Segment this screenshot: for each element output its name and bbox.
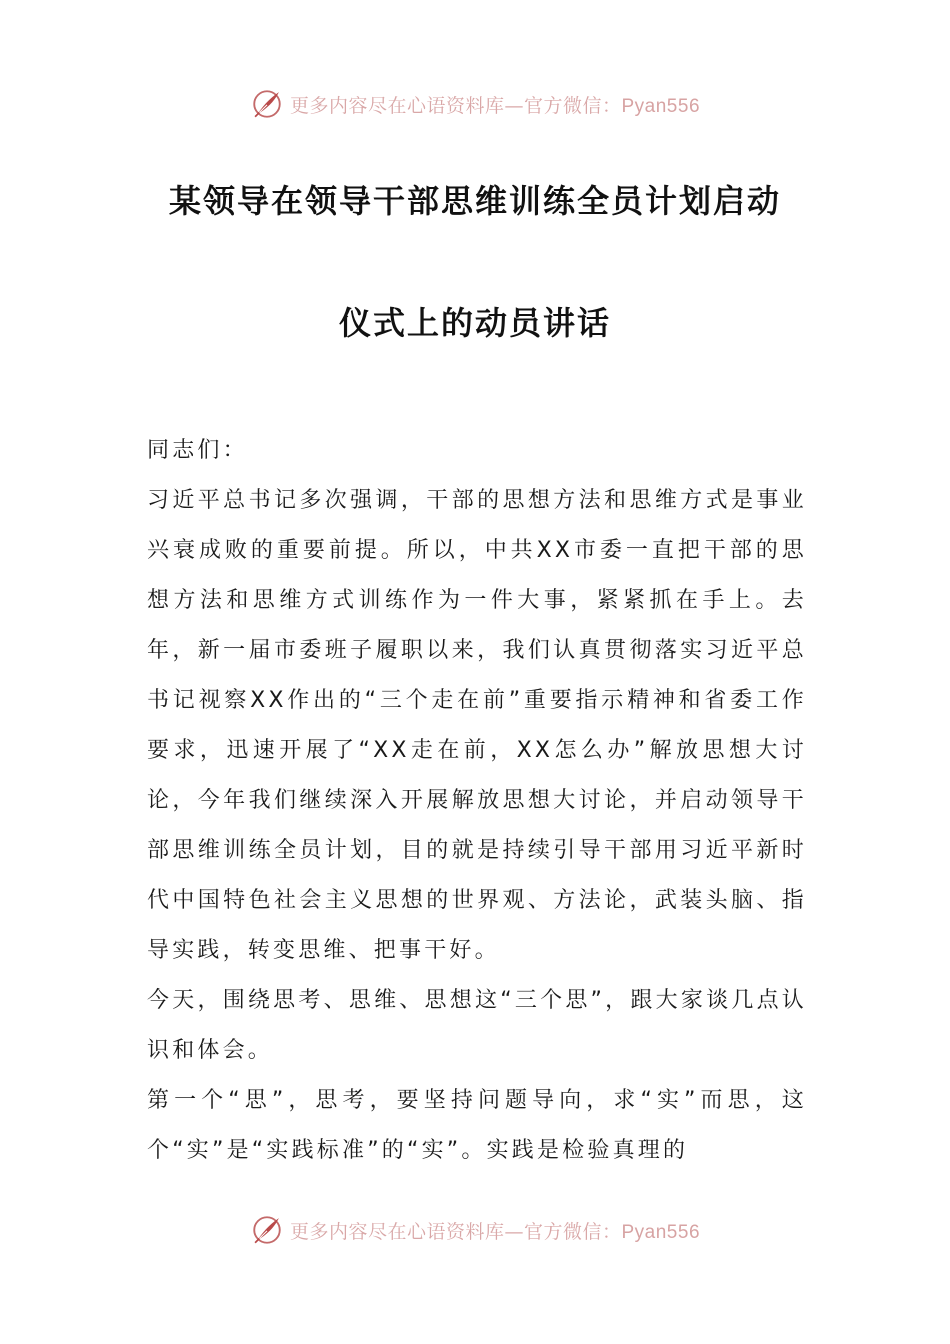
- footer-watermark: [0, 1210, 950, 1250]
- body-paragraph: 习近平总书记多次强调，干部的思想方法和思维方式是事业兴衰成败的重要前提。所以，中共XX市委一直把干部的思想方法和思维方式训练作为一件大事，紧紧抓在手上。去年，新一届市委班子履职以来，我们认真贯彻落实习近平总书记视察XX作出的“三个走在前”重要指示精神和省委工作要求，迅速开展了“XX走在前，XX怎么办”解放思想大讨论，今年我们继续深入开展解放思想大讨论，并启动领导干部思维训练全员计划，目的就是持续引导干部用习近平新时代中国特色社会主义思想的世界观、方法论，武装头脑、指导实践，转变思维、把事干好。: [147, 488, 807, 963]
- quill-logo-icon: [250, 1213, 284, 1247]
- salutation-paragraph: 同志们：: [147, 438, 248, 463]
- quill-logo-icon: [250, 87, 284, 121]
- document-body: [147, 426, 807, 1176]
- watermark-text: 更多内容尽在心语资料库—官方微信：Pyan556: [289, 94, 701, 117]
- document-title-line-1: 某领导在领导干部思维训练全员计划启动: [168, 182, 781, 220]
- watermark-text: 更多内容尽在心语资料库—官方微信：Pyan556: [289, 1220, 701, 1243]
- header-watermark: [0, 84, 950, 124]
- body-paragraph: 今天，围绕思考、思维、思想这“三个思”，跟大家谈几点认识和体会。: [147, 988, 807, 1063]
- body-paragraph: 第一个“思”，思考，要坚持问题导向，求“实”而思，这个“实”是“实践标准”的“实”。实践是检验真理的: [147, 1088, 807, 1163]
- document-title-line-2: 仪式上的动员讲话: [338, 304, 611, 342]
